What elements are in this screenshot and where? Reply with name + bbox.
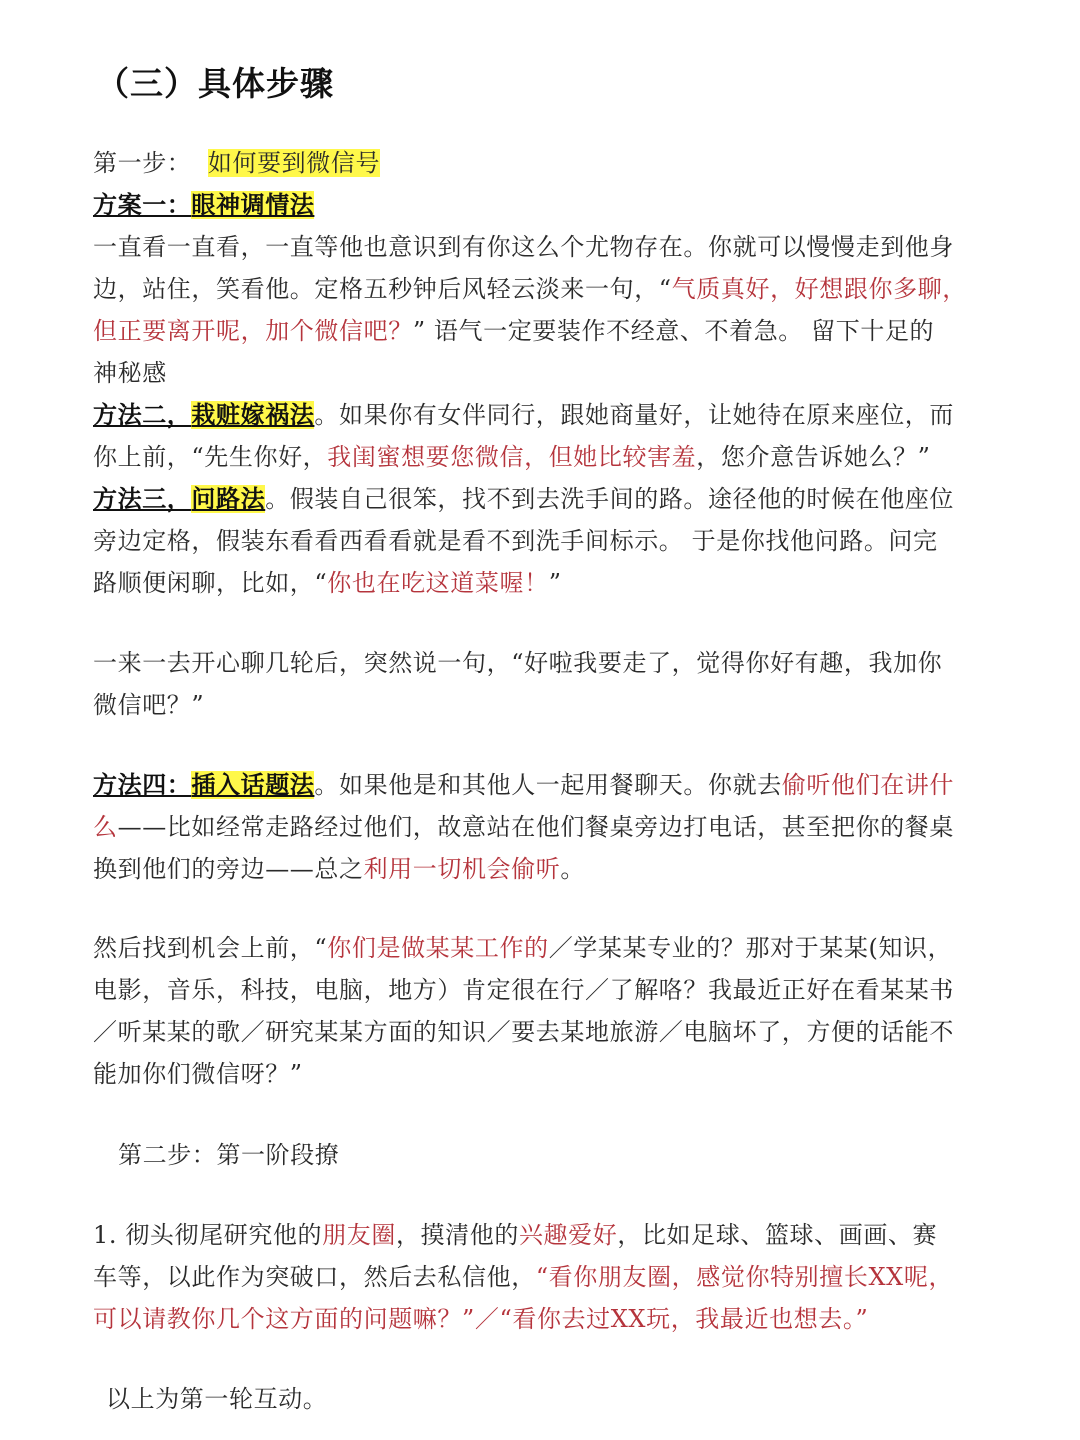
item1-red-1b: 朋友圈 [322,1221,396,1249]
plan2-name: 栽赃嫁祸法 [191,401,315,429]
footer-text: 以上为第一轮互动。 [106,1385,328,1413]
plan4-line-3 [93,848,993,890]
plan3-text-3a: 路顺便闲聊，比如，“ [93,569,328,597]
plan4-red-3: 利用一切机会偷听 [363,855,561,883]
plan4-para2-line-4: 能加你们微信呀？” [93,1060,303,1088]
plan4-para2-line-3: ／听某某的歌／研究某某方面的知识／要去某地旅游／电脑坏了，方便的话能不 [93,1018,954,1046]
item1-text-1e: ，比如足球、篮球、画画、赛 [617,1221,938,1249]
item1-text-1c: ，摸清他的 [395,1221,519,1249]
item1-red-3b: ” [855,1305,869,1333]
plan1-text-line-4: 神秘感 [93,359,167,387]
plan3-text-1: 。假装自己很笨，找不到去洗手间的路。途径他的时候在他座位 [265,485,955,513]
plan4-text-1a: 。如果他是和其他人一起用餐聊天。你就去 [314,771,782,799]
plan1-text-line-1: 一直看一直看，一直等他也意识到有你这么个尤物存在。你就可以慢慢走到他身 [93,233,954,261]
plan1-text-line-2 [93,268,993,310]
plan1-label: 方案一： [93,191,192,219]
item1-text-1a: 1. 彻头彻尾研究他的 [93,1221,323,1249]
plan1-text-3b: ” 语气一定要装作不经意、不着急。 留下十足的 [412,317,935,345]
plan1-text-line-3 [93,310,993,352]
plan4-red-1: 偷听他们在讲什 [781,771,955,799]
plan3-para2-line-1: 一来一去开心聊几轮后，突然说一句，“好啦我要走了，觉得你好有趣，我加你 [93,649,943,677]
plan3-label: 方法三， [93,485,192,513]
plan3-line-2: 旁边定格，假装东看看西看看就是看不到洗手间标示。 于是你找他问路。问完 [93,527,938,555]
plan4-name: 插入话题法 [191,771,315,799]
item1-line-3 [93,1298,993,1340]
plan4-line-1 [93,764,993,806]
plan4-para2-line-1 [93,927,993,969]
plan3-quote: 你也在吃这道菜喔！ [327,569,549,597]
item1-red-3a: 可以请教你几个这方面的问题嘛？”／“看你去过XX玩，我最近也想去。 [93,1305,856,1333]
plan1-name: 眼神调情法 [191,191,315,219]
step2-title: 第二步：第一阶段撩 [118,1141,340,1169]
plan1-quote-2: 气质真好，好想跟你多聊， [671,275,967,303]
item1-red-1d: 兴趣爱好 [518,1221,618,1249]
plan2-quote: 我闺蜜想要您微信，但她比较害羞 [327,443,697,471]
plan1-text-2a: 边，站住，笑看他。定格五秒钟后风轻云淡来一句，“ [93,275,672,303]
plan2-text-1: 。如果你有女伴同行，跟她商量好，让她待在原来座位，而 [314,401,955,429]
plan4-label: 方法四： [93,771,192,799]
plan2-line-1 [93,394,993,436]
plan3-text-3c: ” [548,569,562,597]
plan3-name: 问路法 [191,485,266,513]
step1-prefix: 第一步： [93,149,192,177]
plan4-text-3a: 换到他们的旁边——总之 [93,855,364,883]
plan2-text-2a: 你上前，“先生你好， [93,443,328,471]
plan3-line-1 [93,478,993,520]
plan2-line-2 [93,436,993,478]
item1-line-1 [93,1214,993,1256]
plan4-text-2b: ——比如经常走路经过他们，故意站在他们餐桌旁边打电话，甚至把你的餐桌 [117,813,955,841]
plan3-para2-line-2: 微信吧？” [93,691,205,719]
plan1-title-line [93,184,993,226]
plan2-label: 方法二， [93,401,192,429]
item1-line-2 [93,1256,993,1298]
plan1-quote-3: 但正要离开呢，加个微信吧？ [93,317,413,345]
plan3-line-3 [93,562,993,604]
plan4-line-2 [93,806,993,848]
plan4-p2-text-1c: ／学某某专业的？那对于某某(知识， [548,934,953,962]
plan4-para2-line-2: 电影，音乐，科技，电脑，地方）肯定很在行／了解咯？我最近正好在看某某书 [93,976,954,1004]
plan4-text-3c: 。 [560,855,586,883]
plan4-p2-text-1a: 然后找到机会上前，“ [93,934,328,962]
plan4-p2-red: 你们是做某某工作的 [327,934,549,962]
section-heading: （三）具体步骤 [96,64,334,103]
item1-red-2b: “看你朋友圈，感觉你特别擅长XX呢， [535,1263,954,1291]
step1-title: 如何要到微信号 [207,149,381,177]
item1-text-2a: 车等，以此作为突破口，然后去私信他， [93,1263,536,1291]
plan4-red-2: 么 [93,813,118,841]
step1-line [93,142,993,184]
plan2-text-2c: ，您介意告诉她么？” [696,443,931,471]
